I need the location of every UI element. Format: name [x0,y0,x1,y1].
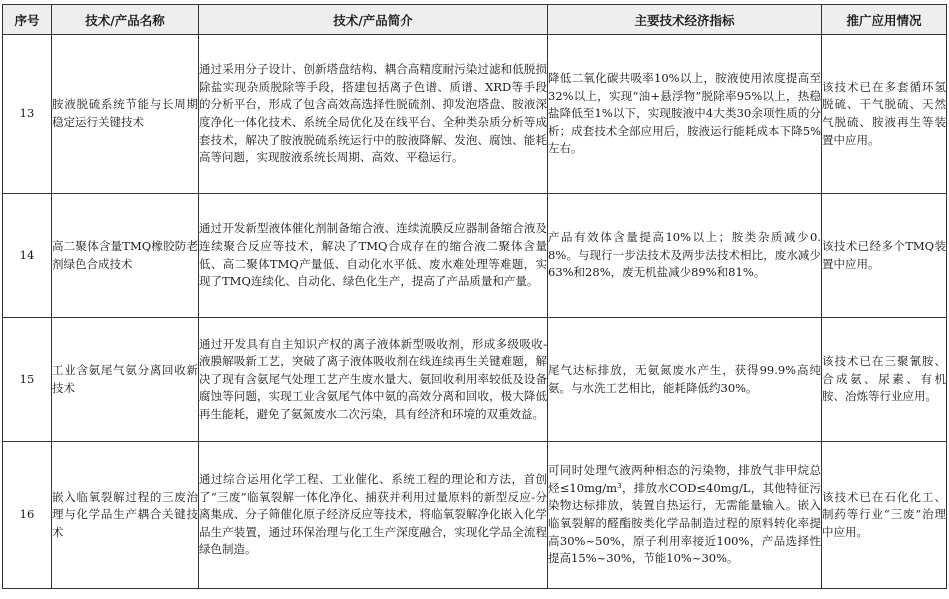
table-row [3,35,947,194]
row-indicators: 可同时处理气液两种相态的污染物，排放气非甲烷总烃≤10mg/m³，排放水COD≤40mg/L，其他特征污染物达标排放，装置自热运行，无需能量输入。嵌入临氧裂解的醛酯胺类化学品制造过程的原料转化率提高30%~50%，原子利用率接近100%，产品选择性提高15%~30%，节能10%~30%。 [548,463,821,566]
header-name: 技术/产品名称 [52,5,199,35]
row-indicators: 尾气达标排放，无氨氮废水产生，获得99.9%高纯氨。与水洗工艺相比，能耗降低约30%。 [548,362,821,395]
row-name-cell [52,318,199,442]
table-header-row [3,5,947,35]
row-indicators: 产品有效体含量提高10%以上；胺类杂质减少0.8%。与现行一步法技术及两步法技术相比，废水减少63%和28%，废无机盐减少89%和81%。 [548,230,821,280]
row-indicators-cell [548,442,822,589]
row-desc: 通过综合运用化学工程、工业催化、系统工程的理论和方法，首创了“三废”临氧裂解一体化净化、捕获并利用过量原料的新型反应-分离集成、分子筛催化原子经济反应等技术，将临氧裂解净化嵌入化学品生产装置，通过环保治理与化工生产深度融合，实现化学品全流程绿色制造。 [199,472,547,557]
row-application: 该技术已经多个TMQ装置中应用。 [822,238,946,271]
table-row [3,318,947,442]
row-seq: 13 [3,35,52,194]
row-application: 该技术已在石化化工、制药等行业“三废”治理中应用。 [822,489,946,539]
row-application: 该技术已在三聚氰胺、合成氨、尿素、有机胺、冶炼等行业应用。 [822,354,946,404]
row-application-cell [822,35,947,194]
row-application-cell [822,442,947,589]
row-desc-cell [199,318,548,442]
row-application-cell [822,318,947,442]
header-indicators: 主要技术经济指标 [548,5,822,35]
row-indicators-cell [548,194,822,318]
row-desc-cell [199,442,548,589]
header-application: 推广应用情况 [822,5,947,35]
row-desc: 通过开发新型液体催化剂制备缩合液、连续流膜反应器制备缩合液及连续聚合反应等技术，解决了TMQ合成存在的缩合液二聚体含量低、高二聚体TMQ产量低、自动化水平低、废水难处理等难题，实现了TMQ连续化、自动化、绿色化生产，提高了产品质量和产量。 [199,221,547,289]
row-desc-cell [199,35,548,194]
header-desc: 技术/产品简介 [199,5,548,35]
row-name: 高二聚体含量TMQ橡胶防老剂绿色合成技术 [52,238,198,271]
technology-table [2,4,947,589]
row-name-cell [52,442,199,589]
row-name: 工业含氨尾气氨分离回收新技术 [52,362,198,395]
row-name-cell [52,35,199,194]
row-indicators: 降低二氧化碳共吸率10%以上，胺液使用浓度提高至32%以上，实现“油+悬浮物”脱除率95%以上，热稳盐降低至1%以下，实现胺液中4大类30余项性质的分析；成套技术全部应用后，胺液运行能耗成本下降5%左右。 [548,71,821,156]
row-seq: 14 [3,194,52,318]
row-indicators-cell [548,35,822,194]
row-seq: 15 [3,318,52,442]
row-indicators-cell [548,318,822,442]
row-name-cell [52,194,199,318]
row-application: 该技术已在多套循环氢脱硫、干气脱硫、天然气脱硫、胺液再生等装置中应用。 [822,79,946,147]
row-desc: 通过开发具有自主知识产权的离子液体新型吸收剂，形成多级吸收-液膜解吸新工艺，突破了离子液体吸收剂在线连续再生关键难题，解决了现有含氨尾气处理工艺产生废水量大、氨回收利用率较低及设备腐蚀等问题，实现工业含氨尾气体中氨的高效分离和回收，极大降低再生能耗，避免了氨氮废水二次污染，具有经济和环境的双重效益。 [199,336,547,421]
table-row [3,194,947,318]
table-row [3,442,947,589]
row-name: 胺液脱硫系统节能与长周期稳定运行关键技术 [52,97,198,129]
row-name: 嵌入临氧裂解过程的三废治理与化学品生产耦合关键技术 [52,489,198,539]
row-application-cell [822,194,947,318]
header-seq: 序号 [3,5,52,35]
row-desc-cell [199,194,548,318]
row-seq: 16 [3,442,52,589]
row-desc: 通过采用分子设计、创新塔盘结构、耦合高精度耐污染过滤和低脱损除盐实现杂质脱除等手段，搭建包括离子色谱、质谱、XRD等手段的分析平台，形成了包含高效高选择性脱硫剂、抑发泡塔盘、胺液深度净化一体化技术、系统全局优化及在线平台、全种类杂质分析等成套技术，解决了胺液脱硫系统运行中的胺液降解、发泡、腐蚀、能耗高等问题，实现胺液系统长周期、高效、平稳运行。 [199,62,547,165]
